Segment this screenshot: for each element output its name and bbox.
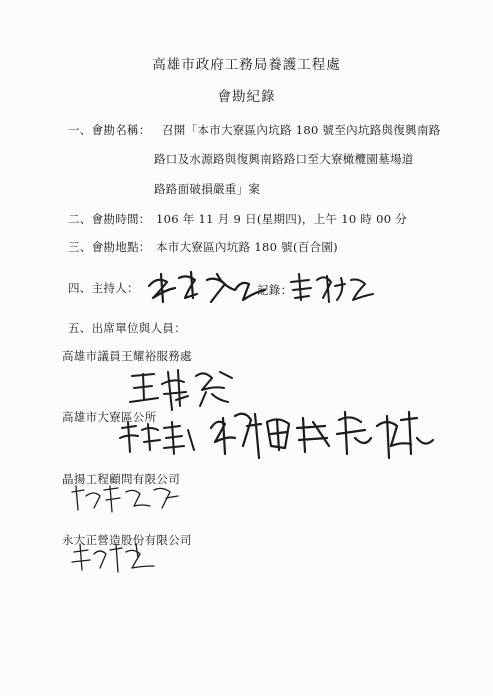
unit-contractor: 永大正營造股份有限公司	[62, 533, 192, 547]
consultant-signature	[68, 482, 183, 516]
unit-consultant: 晶揚工程顧問有限公司	[62, 472, 180, 486]
item-name-line-3: 路路面破損嚴重」案	[154, 182, 261, 196]
item-name-label: 一、會勘名稱：	[68, 123, 151, 137]
recorder-signature	[287, 270, 377, 306]
org-title: 高雄市政府工務局養護工程處	[152, 57, 341, 73]
district-office-signature-1	[118, 420, 198, 456]
host-label: 四、主持人：	[68, 281, 139, 295]
recorder-label: 記錄：	[257, 283, 293, 297]
item-name-line-2: 路口及水源路與復興南路路口至大寮橄欖園墓場道	[154, 152, 414, 166]
item-time-value: 106 年 11 月 9 日(星期四)，上午 10 時 00 分	[156, 212, 408, 226]
contractor-signature	[70, 540, 160, 576]
item-place-value: 本市大寮區內坑路 180 號(百合園)	[156, 240, 338, 254]
unit-councilor-office: 高雄市議員王耀裕服務處	[62, 349, 192, 363]
item-place-label: 三、會勘地點：	[68, 240, 151, 254]
doc-title: 會勘紀錄	[217, 89, 276, 105]
item-time-label: 二、會勘時間：	[68, 212, 151, 226]
host-signature	[145, 268, 275, 308]
attendees-label: 五、出席單位與人員：	[68, 321, 186, 335]
item-name-line-1: 召開「本市大寮區內坑路 180 號至內坑路與復興南路	[162, 123, 441, 137]
unit-district-office: 高雄市大寮區公所	[62, 410, 157, 424]
district-office-signature-2	[205, 398, 440, 470]
